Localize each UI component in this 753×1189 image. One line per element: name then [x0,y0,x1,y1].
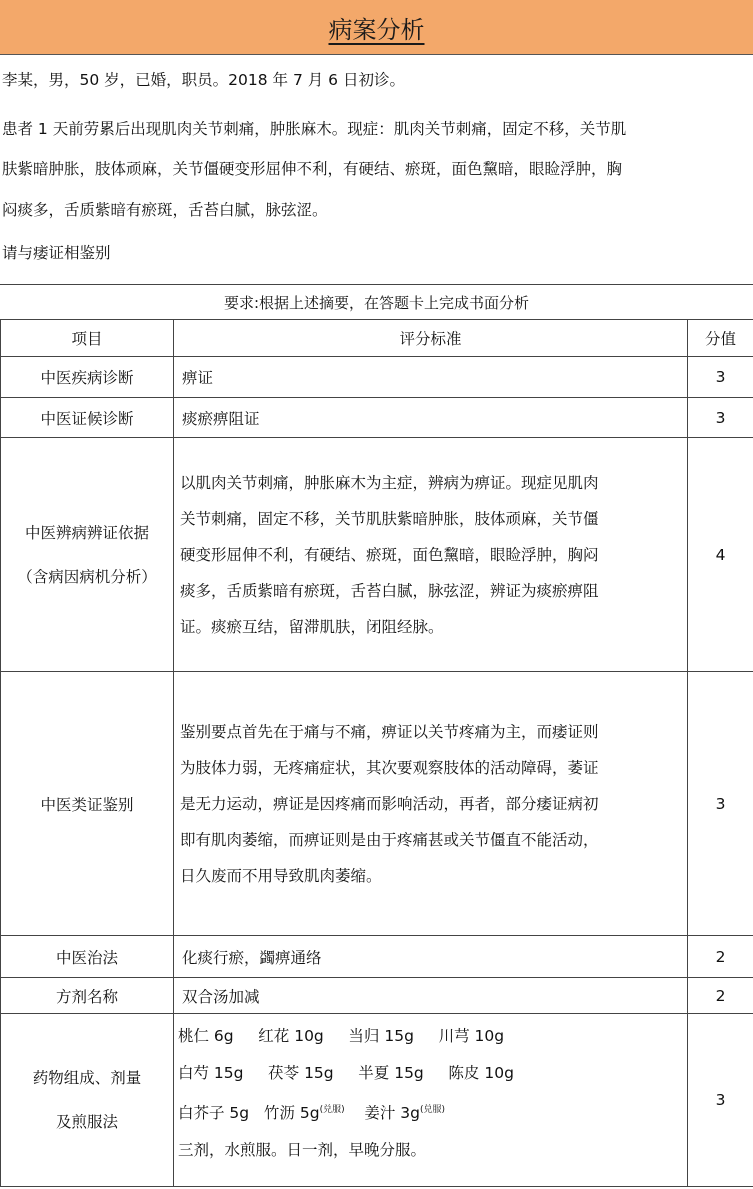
herb: 白芍 15g [178,1064,244,1082]
requirement-text: 要求:根据上述摘要，在答题卡上完成书面分析 [223,293,530,312]
row-criteria-syndrome-diagnosis: 痰瘀痹阻证 [174,398,688,438]
herb-line [178,1055,687,1092]
row-item-formula: 方剂名称 [1,978,174,1014]
row-item-herbs [1,1014,174,1187]
table-header-row [1,320,753,357]
criteria-line: 硬变形屈伸不利，有硬结、瘀斑，面色黧暗，眼睑浮肿，胸闷 [180,545,599,564]
row-score-herbs: 3 [688,1014,753,1187]
herb: 桃仁 6g [178,1027,234,1045]
table-row [1,936,753,978]
criteria-line: 为肢体力弱，无疼痛症状，其次要观察肢体的活动障碍，萎证 [180,758,599,777]
table-row [1,1014,753,1187]
herb-decoction: 三剂，水煎服。日一剂，早晚分服。 [178,1141,427,1160]
case-question: 请与痿证相鉴别 [2,244,111,262]
case-history-line2: 肤紫暗肿胀，肢体顽麻，关节僵硬变形屈伸不利，有硬结、瘀斑，面色黧暗，眼睑浮肿，胸 [2,160,623,178]
row-item-differential: 中医类证鉴别 [1,672,174,936]
item-line: 药物组成、剂量 [32,1069,142,1087]
row-criteria-disease-diagnosis: 痹证 [174,357,688,398]
table-row [1,978,753,1014]
row-item-syndrome-diagnosis: 中医证候诊断 [1,398,174,438]
row-criteria-differential [174,672,688,936]
table-row [1,398,753,438]
title-bar [0,0,753,55]
header-score: 分值 [688,320,753,357]
case-history-line1: 患者 1 天前劳累后出现肌肉关节刺痛，肿胀麻木。现症：肌肉关节刺痛，固定不移，关节肌 [2,120,627,138]
page-title: 病案分析 [328,15,425,44]
criteria-line: 以肌肉关节刺痛，肿胀麻木为主症，辨病为痹证。现症见肌肉 [180,473,599,492]
row-criteria-herbs [174,1014,688,1187]
row-score-disease-diagnosis: 3 [688,357,753,398]
case-history-line3: 闷痰多，舌质紫暗有瘀斑，舌苔白腻，脉弦涩。 [2,201,328,219]
row-score-differential: 3 [688,672,753,936]
herb-line [178,1018,687,1055]
item-line: 中医辨病辨证依据 [24,523,149,542]
criteria-line: 日久废而不用导致肌肉萎缩。 [180,866,382,885]
herb: 陈皮 10g [448,1064,514,1082]
row-criteria-treatment: 化痰行瘀，蠲痹通络 [174,936,688,978]
table-row [1,672,753,936]
criteria-line: 证。痰瘀互结，留滞肌肤，闭阻经脉。 [180,617,444,636]
header-item: 项目 [1,320,174,357]
herb-note: (兑服) [419,1105,445,1115]
row-score-syndrome-diagnosis: 3 [688,398,753,438]
herb: 姜汁 3g [364,1104,420,1123]
row-score-formula: 2 [688,978,753,1014]
scoring-table [0,319,753,1187]
herb: 白芥子 5g [178,1104,250,1123]
row-item-disease-diagnosis: 中医疾病诊断 [1,357,174,398]
herb: 当归 15g [348,1027,414,1045]
herb-note: (兑服) [319,1105,345,1115]
header-criteria: 评分标准 [174,320,688,357]
requirement-banner [0,284,753,320]
herb-line [178,1092,687,1132]
item-line: （含病因病机分析） [17,567,157,586]
row-criteria-diagnosis-basis [174,438,688,672]
row-item-diagnosis-basis [1,438,174,672]
herb: 茯苓 15g [268,1064,334,1082]
case-patient-info: 李某，男，50 岁，已婚，职员。2018 年 7 月 6 日初诊。 [2,71,405,89]
row-criteria-formula: 双合汤加减 [174,978,688,1014]
table-row [1,357,753,398]
criteria-line: 即有肌肉萎缩，而痹证则是由于疼痛甚或关节僵直不能活动， [180,830,599,849]
row-score-treatment: 2 [688,936,753,978]
herb: 竹沥 5g [263,1104,320,1123]
herb: 半夏 15g [358,1064,424,1082]
table-row [1,438,753,672]
criteria-line: 是无力运动，痹证是因疼痛而影响活动，再者，部分痿证病初 [180,794,599,813]
row-item-treatment: 中医治法 [1,936,174,978]
row-score-diagnosis-basis: 4 [688,438,753,672]
herb: 红花 10g [258,1027,324,1045]
criteria-line: 痰多，舌质紫暗有瘀斑，舌苔白腻，脉弦涩，辨证为痰瘀痹阻 [180,581,599,600]
item-line: 及煎服法 [55,1113,118,1131]
herb: 川芎 10g [438,1027,505,1045]
criteria-line: 鉴别要点首先在于痛与不痛，痹证以关节疼痛为主，而痿证则 [180,722,599,741]
criteria-line: 关节刺痛，固定不移，关节肌肤紫暗肿胀，肢体顽麻，关节僵 [180,509,599,528]
